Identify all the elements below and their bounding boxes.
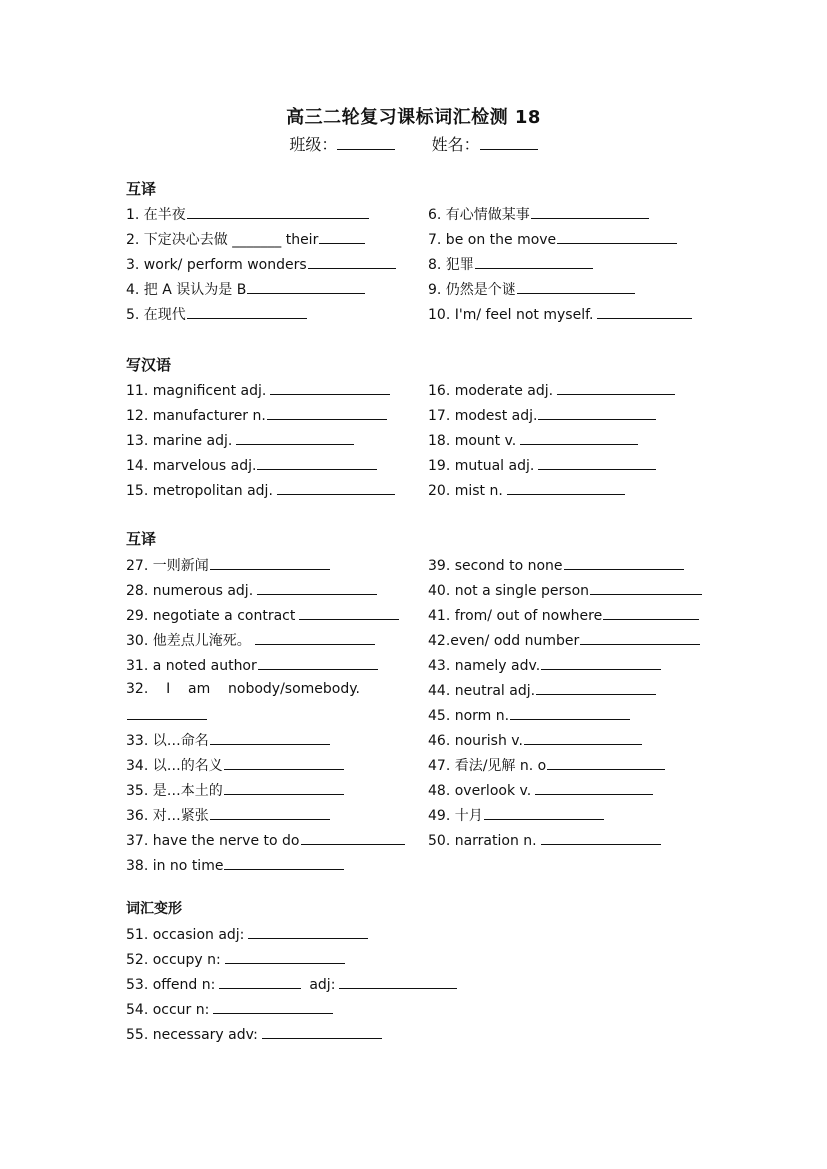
name-blank[interactable] xyxy=(480,135,538,150)
list-item: 2. 下定决心去做 _______ their xyxy=(126,229,365,249)
list-item: 28. numerous adj. xyxy=(126,580,377,600)
list-item: 16. moderate adj. xyxy=(428,380,675,400)
list-item: 4. 把 A 误认为是 B xyxy=(126,279,365,299)
list-item: 10. I'm/ feel not myself. xyxy=(428,304,692,324)
list-item: 41. from/ out of nowhere xyxy=(428,605,699,625)
list-item: 53. offend n: adj: xyxy=(126,974,457,994)
list-item: 9. 仍然是个谜 xyxy=(428,279,635,299)
list-item: 44. neutral adj. xyxy=(428,680,656,700)
list-item: 20. mist n. xyxy=(428,480,625,500)
list-item: 45. norm n. xyxy=(428,705,630,725)
name-label: 姓名： xyxy=(431,135,480,154)
section-heading-word-forms: 词汇变形 xyxy=(126,901,182,917)
section-heading-translate-1: 互译 xyxy=(126,180,157,198)
list-item: 37. have the nerve to do xyxy=(126,830,405,850)
list-item: 51. occasion adj: xyxy=(126,924,368,944)
list-item: 48. overlook v. xyxy=(428,780,653,800)
list-item: 6. 有心情做某事 xyxy=(428,204,649,224)
list-item: 7. be on the move xyxy=(428,229,677,249)
list-item: 31. a noted author xyxy=(126,655,378,675)
list-item: 36. 对…紧张 xyxy=(126,805,330,825)
list-item: 39. second to none xyxy=(428,555,684,575)
list-item-continuation xyxy=(126,705,207,725)
list-item: 14. marvelous adj. xyxy=(126,455,377,475)
list-item: 49. 十月 xyxy=(428,805,604,825)
list-item: 3. work/ perform wonders xyxy=(126,254,396,274)
list-item: 33. 以…命名 xyxy=(126,730,330,750)
list-item: 18. mount v. xyxy=(428,430,638,450)
list-item: 52. occupy n: xyxy=(126,949,345,969)
list-item: 17. modest adj. xyxy=(428,405,656,425)
list-item: 32. I am nobody/somebody. xyxy=(126,681,360,697)
list-item: 12. manufacturer n. xyxy=(126,405,387,425)
class-label: 班级： xyxy=(289,135,338,154)
list-item: 11. magnificent adj. xyxy=(126,380,390,400)
class-name-line xyxy=(0,132,827,155)
list-item: 1. 在半夜 xyxy=(126,204,369,224)
list-item: 43. namely adv. xyxy=(428,655,661,675)
list-item: 55. necessary adv: xyxy=(126,1024,382,1044)
list-item: 27. 一则新闻 xyxy=(126,555,330,575)
list-item: 40. not a single person xyxy=(428,580,702,600)
list-item: 34. 以…的名义 xyxy=(126,755,344,775)
list-item: 54. occur n: xyxy=(126,999,333,1019)
section-heading-translate-2: 互译 xyxy=(126,530,157,548)
list-item: 35. 是…本土的 xyxy=(126,780,344,800)
list-item: 13. marine adj. xyxy=(126,430,354,450)
list-item: 47. 看法/见解 n. o xyxy=(428,755,665,775)
list-item: 42.even/ odd number xyxy=(428,630,700,650)
list-item: 38. in no time xyxy=(126,855,344,875)
class-blank[interactable] xyxy=(337,135,395,150)
list-item: 30. 他差点儿淹死。 xyxy=(126,630,375,650)
list-item: 50. narration n. xyxy=(428,830,661,850)
list-item: 8. 犯罪 xyxy=(428,254,593,274)
list-item: 46. nourish v. xyxy=(428,730,642,750)
list-item: 29. negotiate a contract xyxy=(126,605,399,625)
list-item: 5. 在现代 xyxy=(126,304,307,324)
list-item: 15. metropolitan adj. xyxy=(126,480,395,500)
page-title: 高三二轮复习课标词汇检测 18 xyxy=(286,107,541,128)
list-item: 19. mutual adj. xyxy=(428,455,656,475)
section-heading-write-chinese: 写汉语 xyxy=(126,356,172,374)
